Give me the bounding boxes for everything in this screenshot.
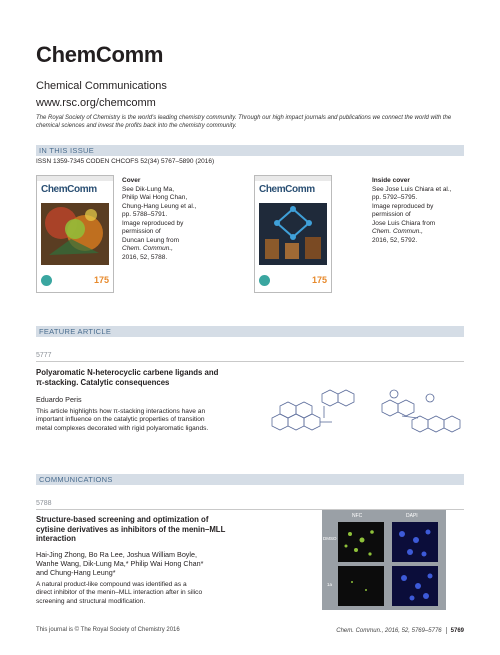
footer-citation-text: Chem. Commun., 2016, 52, 5769–5776 (336, 628, 442, 635)
inside-cover-thumbnail (254, 175, 332, 293)
microscopy-figure (322, 510, 446, 610)
abstract-line: metal complexes decorated with rigid polyaromatic ligands. (36, 424, 209, 432)
title-line: π-stacking. Catalytic consequences (36, 377, 170, 387)
issn-line: ISSN 1359-7345 CODEN CHCOFS 52(34) 5767–5890 (2016) (36, 158, 215, 165)
cover-caption-line: Duncan Leung from (122, 236, 180, 244)
footer-citation (336, 627, 464, 634)
cover-thumb-number: 175 (93, 275, 109, 285)
figure-label-dapi: DAPI (406, 513, 418, 519)
divider (36, 361, 464, 362)
cover-thumb-title: ChemComm (41, 184, 97, 195)
cover-caption-line: permission of (122, 228, 161, 235)
title-line: Polyaromatic N-heterocyclic carbene ligands and (36, 368, 219, 377)
inside-cover-caption-line: Image reproduced by (372, 202, 434, 210)
cover-top-bar (37, 176, 113, 181)
cover-caption (122, 177, 196, 262)
journal-title: ChemComm (36, 42, 164, 67)
inside-cover-caption-line: 2016, 52, 5792. (372, 236, 418, 244)
inside-cover-caption-line: permission of (372, 211, 411, 218)
authors-line: Hai-Jing Zhong, Bo Ra Lee, Joshua William Boyle, (36, 550, 197, 559)
communication-title[interactable] (36, 515, 225, 544)
title-line: Structure-based screening and optimization of (36, 515, 209, 524)
inside-cover-thumb-title: ChemComm (259, 184, 315, 195)
authors-line: Wanhe Wang, Dik-Lung Ma,* Philip Wai Hong Chan* (36, 559, 204, 568)
cover-caption-line: Chung-Hang Leung et al., (122, 202, 197, 210)
footer-page-number: 5769 (450, 628, 464, 635)
article-page-number: 5788 (36, 500, 52, 507)
inside-cover-caption (372, 177, 452, 245)
cover-heading: Cover (122, 177, 141, 184)
communication-authors (36, 550, 203, 577)
feature-article-graphic (262, 384, 472, 446)
figure-label-nfc: NFC (352, 513, 363, 519)
inside-cover-heading: Inside cover (372, 177, 410, 184)
article-page-number: 5777 (36, 352, 52, 359)
inside-cover-thumb-number: 175 (311, 275, 327, 285)
section-label: COMMUNICATIONS (39, 475, 113, 484)
feature-article-authors: Eduardo Peris (36, 395, 82, 404)
figure-label-dmso: DMSO (323, 536, 337, 541)
abstract-line: screening and structural modification. (36, 597, 146, 605)
communication-abstract (36, 581, 202, 606)
section-band-feature-article (36, 326, 464, 337)
abstract-line: This article highlights how π-stacking interactions have an (36, 408, 206, 415)
inside-cover-caption-line: Chem. Commun., (372, 228, 423, 235)
abstract-line (36, 589, 202, 597)
abstract-line: important influence on the catalytic properties of transition (36, 416, 205, 424)
journal-url[interactable]: www.rsc.org/chemcomm (36, 97, 156, 109)
inside-cover-art (259, 203, 327, 265)
microscopy-panels (322, 510, 446, 610)
figure-label-1a: 1a (327, 582, 333, 587)
rsc-tagline: The Royal Society of Chemistry is the world's leading chemistry community. Through our high impact journals and publications we connect the world with the chemical sciences and invest the profits back into the chemistry community. (36, 115, 452, 129)
section-label: FEATURE ARTICLE (39, 327, 112, 336)
inside-cover-caption-line: Jose Luis Chiara from (372, 219, 436, 227)
feature-article-title[interactable] (36, 368, 218, 387)
authors-line: and Chung-Hang Leung* (36, 568, 116, 577)
footer-copyright: This journal is © The Royal Society of Chemistry 2016 (36, 627, 180, 633)
cover-footer (37, 272, 113, 292)
footer-separator (446, 627, 447, 634)
section-band-communications (36, 474, 464, 485)
abstract-line: A natural product-like compound was identified as a (36, 581, 187, 588)
cover-caption-line: See Dik-Lung Ma, (122, 185, 175, 193)
feature-article-abstract (36, 408, 208, 433)
cover-top-bar (255, 176, 331, 181)
cover-thumbnail (36, 175, 114, 293)
section-label: IN THIS ISSUE (39, 146, 95, 155)
inside-cover-caption-line: pp. 5792–5795. (372, 194, 418, 201)
cover-footer (255, 272, 331, 292)
cover-caption-line: pp. 5788–5791. (122, 211, 168, 218)
abstract-line-text: direct inhibitor of the menin–MLL interaction after in silico (36, 589, 203, 597)
cover-art (41, 203, 109, 265)
rsc-seal-icon (259, 275, 270, 286)
cover-caption-line: 2016, 52, 5788. (122, 253, 168, 261)
cover-caption-line: Philip Wai Hong Chan, (122, 194, 188, 201)
title-line: interaction (36, 534, 76, 543)
section-band-in-this-issue (36, 145, 464, 156)
inside-cover-caption-line: See Jose Luis Chiara et al., (372, 185, 452, 193)
cover-caption-line: Chem. Commun., (122, 245, 173, 252)
rsc-seal-icon (41, 275, 52, 286)
title-line: cytisine derivatives as inhibitors of the menin–MLL (36, 524, 226, 534)
cover-caption-line: Image reproduced by (122, 219, 184, 227)
journal-subtitle: Chemical Communications (36, 80, 167, 92)
